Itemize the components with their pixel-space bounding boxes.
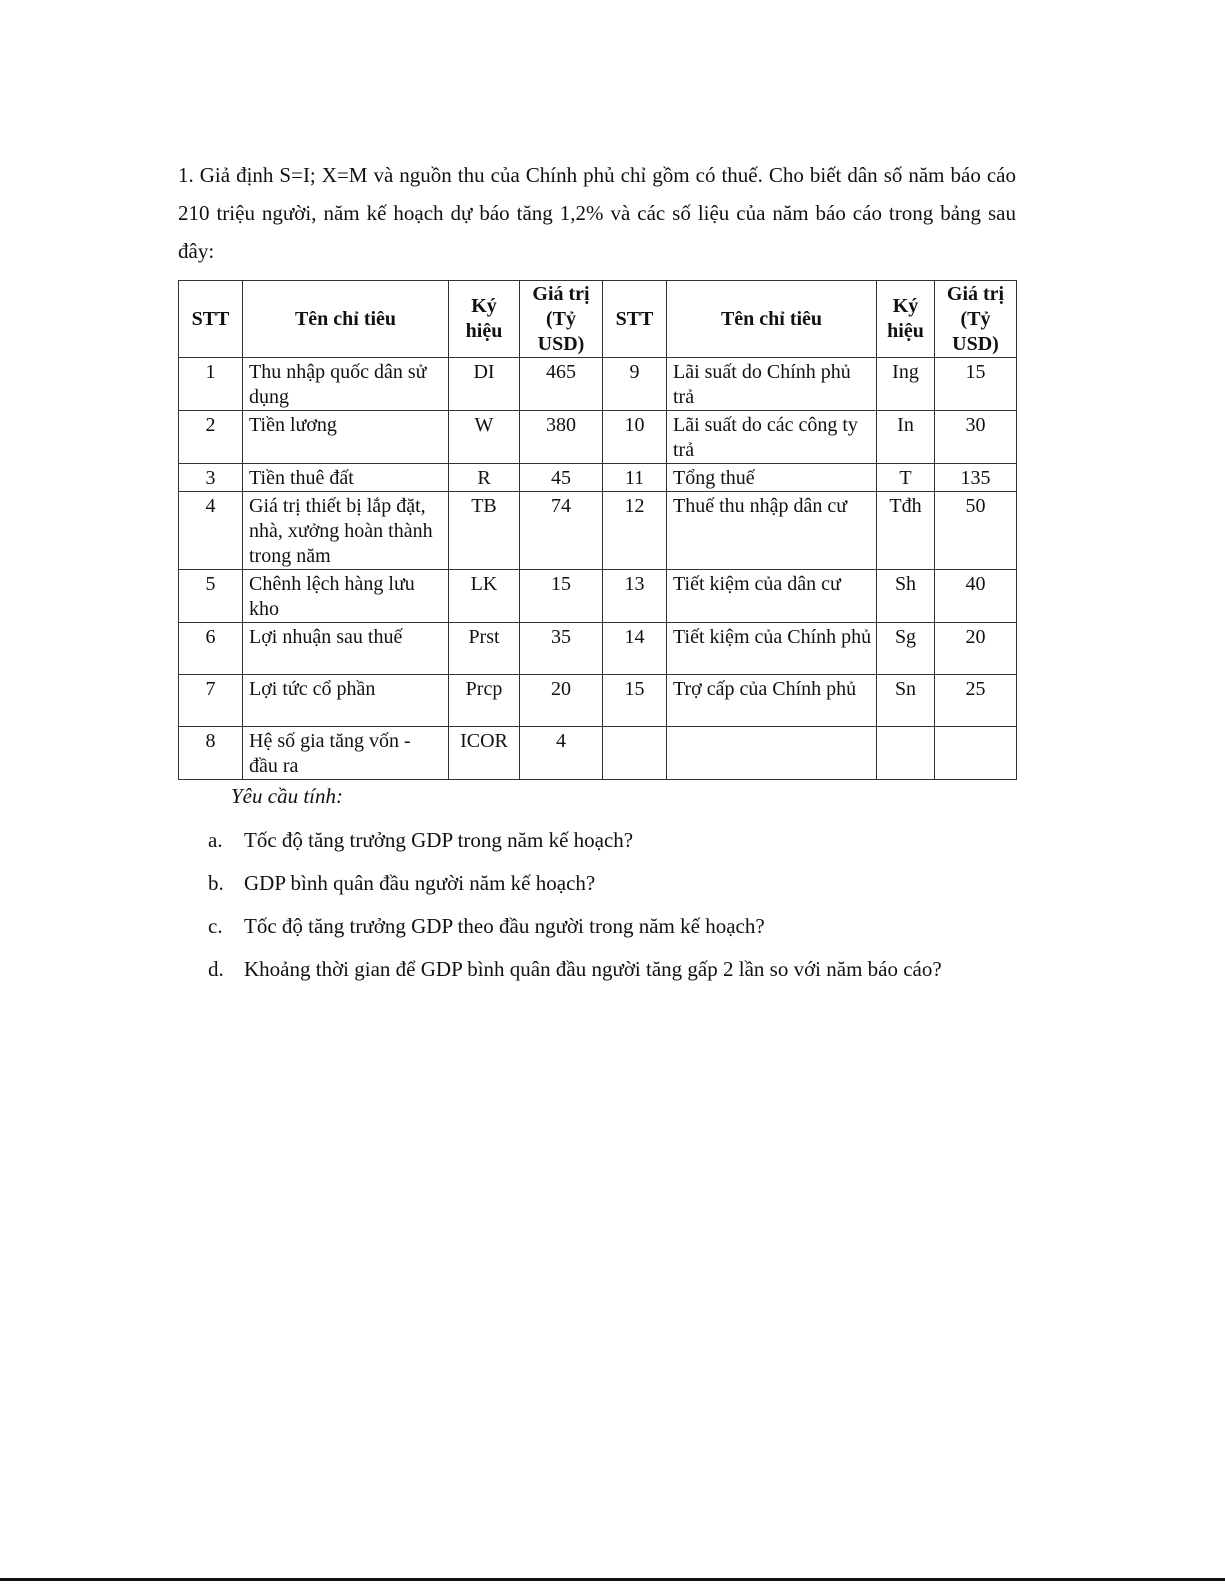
cell-indicator-name: Lãi suất do Chính phủ trả [667,358,877,411]
list-item-text: Tốc độ tăng trưởng GDP theo đầu người trong năm kế hoạch? [244,914,765,938]
cell-indicator-name: Thu nhập quốc dân sử dụng [243,358,449,411]
cell-stt: 9 [603,358,667,411]
cell-value: 40 [935,570,1017,623]
header-indicator-name: Tên chỉ tiêu [667,281,877,358]
list-marker: d. [208,957,224,981]
list-marker: a. [208,828,223,852]
cell-symbol: Ing [877,358,935,411]
cell-stt: 14 [603,623,667,675]
cell-symbol: W [449,411,520,464]
cell-stt: 6 [179,623,243,675]
list-item-text: GDP bình quân đầu người năm kế hoạch? [244,871,596,895]
cell-value: 465 [520,358,603,411]
table-row [179,464,1017,492]
indicator-table [178,280,1017,780]
cell-value: 25 [935,675,1017,727]
list-item-text: Khoảng thời gian để GDP bình quân đầu người tăng gấp 2 lần so với năm báo cáo? [244,957,942,981]
cell-symbol: Prcp [449,675,520,727]
list-item [208,951,1016,988]
cell-stt: 8 [179,727,243,780]
cell-symbol: LK [449,570,520,623]
cell-stt: 3 [179,464,243,492]
cell-symbol: Sh [877,570,935,623]
cell-indicator-name: Tiền thuê đất [243,464,449,492]
cell-stt: 13 [603,570,667,623]
cell-value: 15 [520,570,603,623]
header-value: Giá trị (Tỷ USD) [520,281,603,358]
cell-symbol: R [449,464,520,492]
cell-stt: 7 [179,675,243,727]
cell-indicator-name: Lợi tức cổ phần [243,675,449,727]
requirements-title: Yêu cầu tính: [231,784,343,808]
cell-stt: 11 [603,464,667,492]
cell-indicator-name: Tổng thuế [667,464,877,492]
cell-value: 74 [520,492,603,570]
cell-stt: 15 [603,675,667,727]
table-row [179,492,1017,570]
cell-value: 380 [520,411,603,464]
cell-symbol: In [877,411,935,464]
header-stt: STT [603,281,667,358]
header-indicator-name: Tên chỉ tiêu [243,281,449,358]
cell-indicator-name: Tiết kiệm của dân cư [667,570,877,623]
cell-indicator-name: Hệ số gia tăng vốn - đầu ra [243,727,449,780]
header-symbol: Ký hiệu [449,281,520,358]
list-item [208,908,1016,945]
cell-symbol: Sn [877,675,935,727]
cell-value: 20 [520,675,603,727]
cell-symbol: TB [449,492,520,570]
cell-value: 135 [935,464,1017,492]
problem-intro: 1. Giả định S=I; X=M và nguồn thu của Chính phủ chỉ gồm có thuế. Cho biết dân số năm báo cáo 210 triệu người, năm kế hoạch dự báo tăng 1,2% và các số liệu của năm báo cáo trong bảng sau đây: [178,163,1016,263]
cell-stt: 5 [179,570,243,623]
table-row [179,727,1017,780]
cell-value [935,727,1017,780]
list-item [208,865,1016,902]
header-value: Giá trị (Tỷ USD) [935,281,1017,358]
cell-symbol [877,727,935,780]
cell-symbol: DI [449,358,520,411]
cell-indicator-name: Chênh lệch hàng lưu kho [243,570,449,623]
cell-value: 45 [520,464,603,492]
cell-indicator-name: Lãi suất do các công ty trả [667,411,877,464]
cell-indicator-name: Tiết kiệm của Chính phủ [667,623,877,675]
cell-indicator-name: Lợi nhuận sau thuế [243,623,449,675]
cell-value: 50 [935,492,1017,570]
table-row [179,358,1017,411]
cell-stt: 2 [179,411,243,464]
cell-indicator-name: Thuế thu nhập dân cư [667,492,877,570]
table-row [179,623,1017,675]
requirements-list [208,822,1016,994]
table-row [179,570,1017,623]
cell-stt: 4 [179,492,243,570]
cell-indicator-name: Trợ cấp của Chính phủ [667,675,877,727]
cell-symbol: ICOR [449,727,520,780]
cell-indicator-name [667,727,877,780]
cell-value: 30 [935,411,1017,464]
list-item [208,822,1016,859]
cell-value: 20 [935,623,1017,675]
cell-symbol: T [877,464,935,492]
cell-value: 15 [935,358,1017,411]
cell-symbol: Prst [449,623,520,675]
list-marker: b. [208,871,224,895]
list-marker: c. [208,914,223,938]
cell-stt: 10 [603,411,667,464]
table-row [179,411,1017,464]
cell-stt: 1 [179,358,243,411]
cell-symbol: Tđh [877,492,935,570]
cell-stt: 12 [603,492,667,570]
header-stt: STT [179,281,243,358]
header-symbol: Ký hiệu [877,281,935,358]
cell-value: 4 [520,727,603,780]
cell-indicator-name: Tiền lương [243,411,449,464]
cell-indicator-name: Giá trị thiết bị lắp đặt, nhà, xưởng hoàn thành trong năm [243,492,449,570]
cell-value: 35 [520,623,603,675]
list-item-text: Tốc độ tăng trưởng GDP trong năm kế hoạch? [244,828,634,852]
table-header-row [179,281,1017,358]
table-row [179,675,1017,727]
cell-symbol: Sg [877,623,935,675]
page-bottom-border [0,1578,1225,1581]
cell-stt [603,727,667,780]
